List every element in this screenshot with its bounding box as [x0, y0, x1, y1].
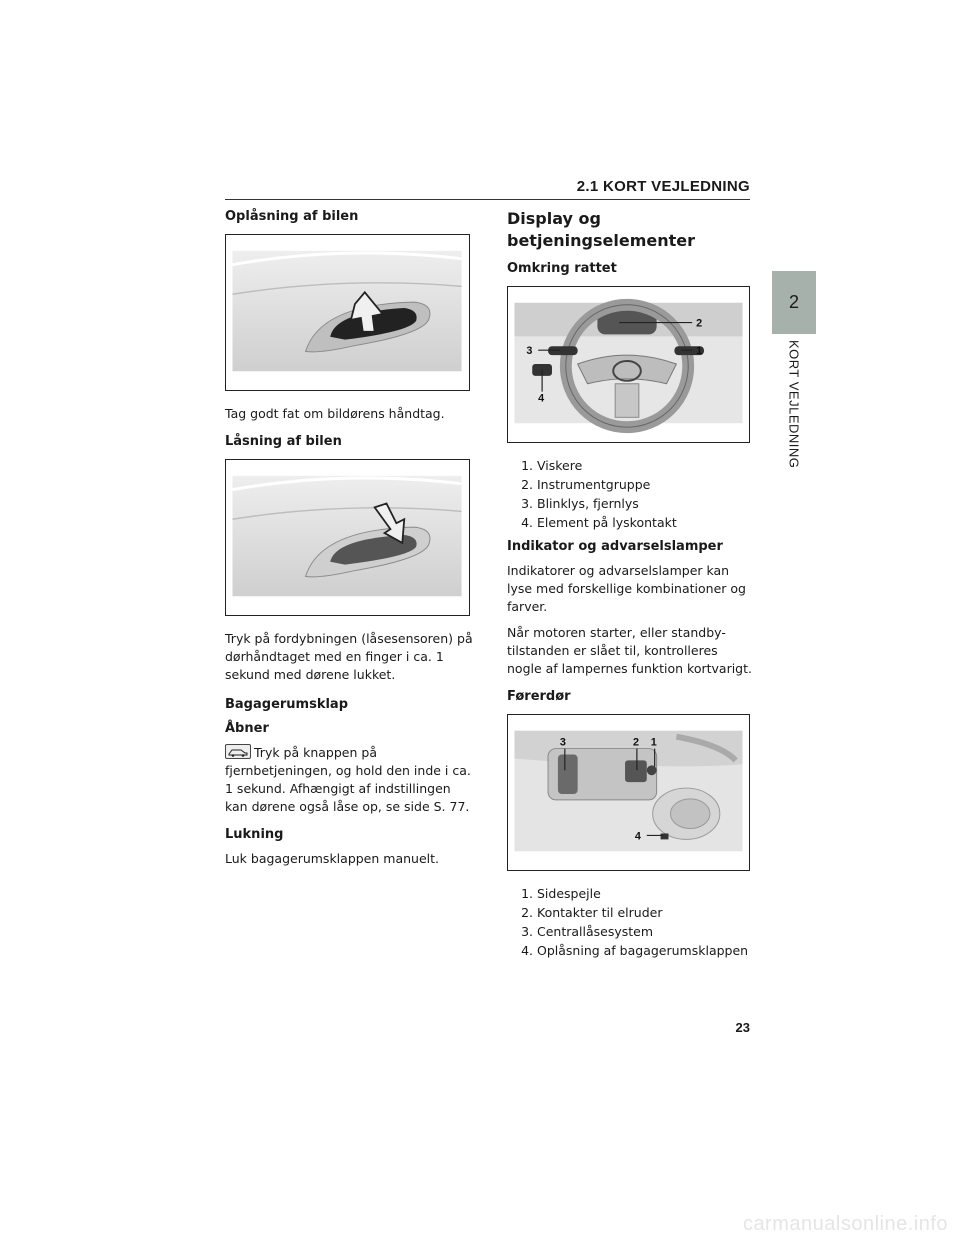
steering-callout-1: 1 — [696, 345, 703, 358]
list-item: 2. Kontakter til elruder — [537, 904, 752, 922]
lock-text: Tryk på fordybningen (låsesensoren) på dørhåndtaget med en finger i ca. 1 sekund med dørene lukket. — [225, 631, 473, 682]
indicator-heading: Indikator og advarselslamper — [507, 539, 723, 554]
close-heading: Lukning — [225, 827, 284, 842]
header-rule — [225, 199, 750, 200]
open-heading: Åbner — [225, 721, 269, 736]
unlock-heading: Oplåsning af bilen — [225, 209, 359, 224]
steering-callout-4: 4 — [538, 392, 545, 405]
door-callout-3: 3 — [559, 736, 566, 749]
watermark: carmanualsonline.info — [742, 1213, 948, 1235]
page-number: 23 — [735, 1020, 750, 1035]
trunk-heading: Bagagerumsklap — [225, 697, 349, 712]
open-text-paragraph — [225, 744, 473, 816]
close-text: Luk bagagerumsklappen manuelt. — [225, 851, 439, 866]
list-item: 1. Sidespejle — [537, 885, 752, 903]
driver-door-figure — [507, 714, 750, 871]
unlock-text: Tag godt fat om bildørens håndtag. — [225, 406, 445, 421]
door-handle-unlock-figure — [225, 234, 470, 391]
list-item: 4. Element på lyskontakt — [537, 514, 752, 532]
door-handle-lock-figure — [225, 459, 470, 616]
door-callout-4: 4 — [634, 830, 641, 843]
door-callout-2: 2 — [632, 736, 639, 749]
chapter-number: 2 — [788, 292, 799, 312]
lock-heading: Låsning af bilen — [225, 434, 342, 449]
list-item: 1. Viskere — [537, 457, 752, 475]
display-heading: Display og betjeningselementer — [507, 209, 696, 250]
list-item: 3. Centrallåsesystem — [537, 923, 752, 941]
chapter-tab — [772, 271, 816, 334]
open-text: Tryk på knappen på fjernbetjeningen, og hold den inde i ca. 1 sekund. Afhængigt af indstillingen kan dørene også låse op, se side S. 77. — [225, 745, 471, 814]
steering-wheel-figure — [507, 286, 750, 443]
door-list — [507, 885, 752, 960]
list-item: 4. Oplåsning af bagagerumsklappen — [537, 942, 752, 960]
left-column — [225, 208, 473, 876]
list-item: 2. Instrumentgruppe — [537, 476, 752, 494]
steering-callout-3: 3 — [526, 345, 533, 358]
running-header: 2.1 KORT VEJLEDNING — [576, 178, 750, 195]
indicator-text-1: Indikatorer og advarselslamper kan lyse med forskellige kombinationer og farver. — [507, 563, 746, 614]
list-item: 3. Blinklys, fjernlys — [537, 495, 752, 513]
steering-heading: Omkring rattet — [507, 261, 617, 276]
car-trunk-icon — [225, 744, 251, 759]
chapter-tab-label: KORT VEJLEDNING — [786, 340, 802, 469]
steering-list — [507, 457, 752, 532]
door-heading: Førerdør — [507, 689, 571, 704]
right-column — [507, 208, 752, 966]
indicator-text-2: Når motoren starter, eller standby-tilstanden er slået til, kontrolleres nogle af lampernes funktion kortvarigt. — [507, 625, 752, 676]
door-callout-1: 1 — [650, 736, 657, 749]
steering-callout-2: 2 — [696, 317, 703, 330]
